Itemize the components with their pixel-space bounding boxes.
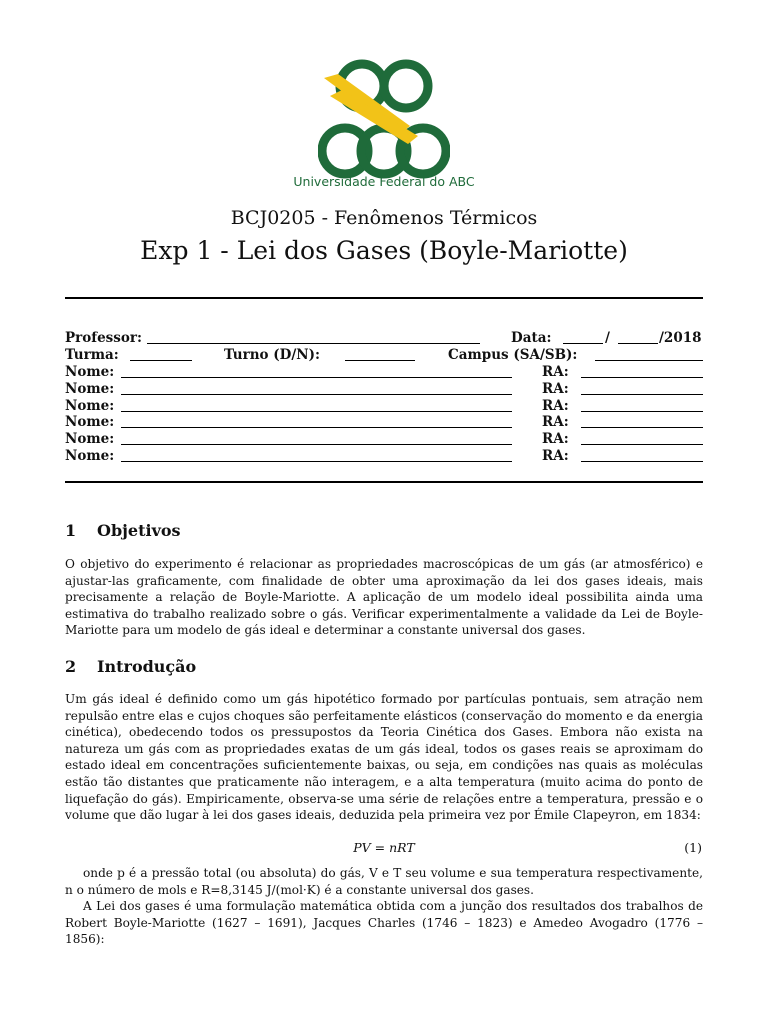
ra-label: RA:	[542, 398, 569, 414]
campus-field[interactable]	[595, 360, 703, 361]
section-number: 1	[65, 521, 77, 540]
ra-field[interactable]	[581, 444, 703, 445]
name-label: Nome:	[65, 381, 115, 397]
name-field[interactable]	[121, 444, 512, 445]
professor-label: Professor:	[65, 330, 142, 346]
ra-label: RA:	[542, 364, 569, 380]
turma-field[interactable]	[130, 360, 192, 361]
name-field[interactable]	[121, 411, 512, 412]
ra-label: RA:	[542, 381, 569, 397]
section-title: Objetivos	[97, 521, 181, 540]
name-row	[65, 431, 703, 448]
date-label: Data:	[511, 330, 552, 346]
university-caption: Universidade Federal do ABC	[293, 174, 475, 189]
equation-1	[0, 840, 768, 858]
turma-turno-campus-row	[65, 347, 703, 364]
name-label: Nome:	[65, 364, 115, 380]
top-rule	[65, 297, 703, 299]
equation-body: PV = nRT	[353, 840, 415, 855]
ra-field[interactable]	[581, 461, 703, 462]
section-heading-objetivos	[65, 521, 181, 540]
name-row	[65, 398, 703, 415]
ra-label: RA:	[542, 448, 569, 464]
section-title: Introdução	[97, 657, 197, 676]
ufabc-logo	[318, 56, 450, 186]
date-day-field[interactable]	[563, 343, 603, 344]
date-month-field[interactable]	[618, 343, 658, 344]
name-label: Nome:	[65, 398, 115, 414]
professor-date-row	[65, 330, 703, 347]
bottom-rule	[65, 481, 703, 483]
campus-label: Campus (SA/SB):	[448, 347, 578, 363]
date-separator: /	[605, 330, 610, 346]
section-number: 2	[65, 657, 77, 676]
ra-label: RA:	[542, 414, 569, 430]
experiment-title: Exp 1 - Lei dos Gases (Boyle-Mariotte)	[140, 236, 628, 265]
name-label: Nome:	[65, 448, 115, 464]
ra-label: RA:	[542, 431, 569, 447]
name-label: Nome:	[65, 414, 115, 430]
name-field[interactable]	[121, 377, 512, 378]
turno-field[interactable]	[345, 360, 415, 361]
ra-field[interactable]	[581, 411, 703, 412]
name-row	[65, 381, 703, 398]
date-year: /2018	[659, 330, 702, 346]
name-field[interactable]	[121, 461, 512, 462]
equation-explanation: onde p é a pressão total (ou absoluta) do gás, V e T seu volume e sua temperatura respectivamente, n o número de mols e R=8,3145 J/(mol·K) é a constante universal dos gases.	[65, 866, 703, 897]
gas-law-paragraph: A Lei dos gases é uma formulação matemática obtida com a junção dos resultados dos trabalhos de Robert Boyle-Mariotte (1627 – 1691), Jacques Charles (1746 – 1823) e Amedeo Avogadro (1776 – 1856):	[65, 899, 703, 947]
course-title: BCJ0205 - Fenômenos Térmicos	[230, 207, 538, 229]
section-heading-introducao	[65, 657, 196, 676]
name-field[interactable]	[121, 394, 512, 395]
name-row	[65, 364, 703, 381]
ra-field[interactable]	[581, 427, 703, 428]
name-field[interactable]	[121, 427, 512, 428]
name-label: Nome:	[65, 431, 115, 447]
ra-field[interactable]	[581, 377, 703, 378]
name-row	[65, 414, 703, 431]
turno-label: Turno (D/N):	[224, 347, 320, 363]
introducao-paragraph: Um gás ideal é definido como um gás hipotético formado por partículas pontuais, sem atração nem repulsão entre elas e cujos choques são perfeitamente elásticos (conservação do momento e da energia cinética), obedecendo todos os pressupostos da Teoria Cinética dos Gases. Embora não exista na natureza um gás com as propriedades exatas de um gás ideal, todos os gases reais se aproximam do estado ideal em concentrações suficientemente baixas, ou seja, em condições nas quais as moléculas estão tão distantes que praticamente não interagem, e a alta temperatura (muito acima do ponto de liquefação do gás). Empiricamente, observa-se uma série de relações entre a temperatura, pressão e o volume que dão lugar à lei dos gases ideais, deduzida pela primeira vez por Émile Clapeyron, em 1834:	[65, 692, 703, 823]
ra-field[interactable]	[581, 394, 703, 395]
name-row	[65, 448, 703, 465]
objetivos-paragraph: O objetivo do experimento é relacionar as propriedades macroscópicas de um gás (ar atmosférico) e ajustar-las graficamente, com finalidade de obter uma aproximação da lei dos gases ideais, mais precisamente a relação de Boyle-Mariotte. A aplicação de um modelo ideal possibilita ainda uma estimativa do trabalho realizado sobre o gás. Verificar experimentalmente a validade da Lei de Boyle-Mariotte para um modelo de gás ideal e determinar a constante universal dos gases.	[65, 557, 703, 638]
turma-label: Turma:	[65, 347, 119, 363]
professor-field[interactable]	[147, 343, 480, 344]
equation-number: (1)	[684, 840, 702, 855]
